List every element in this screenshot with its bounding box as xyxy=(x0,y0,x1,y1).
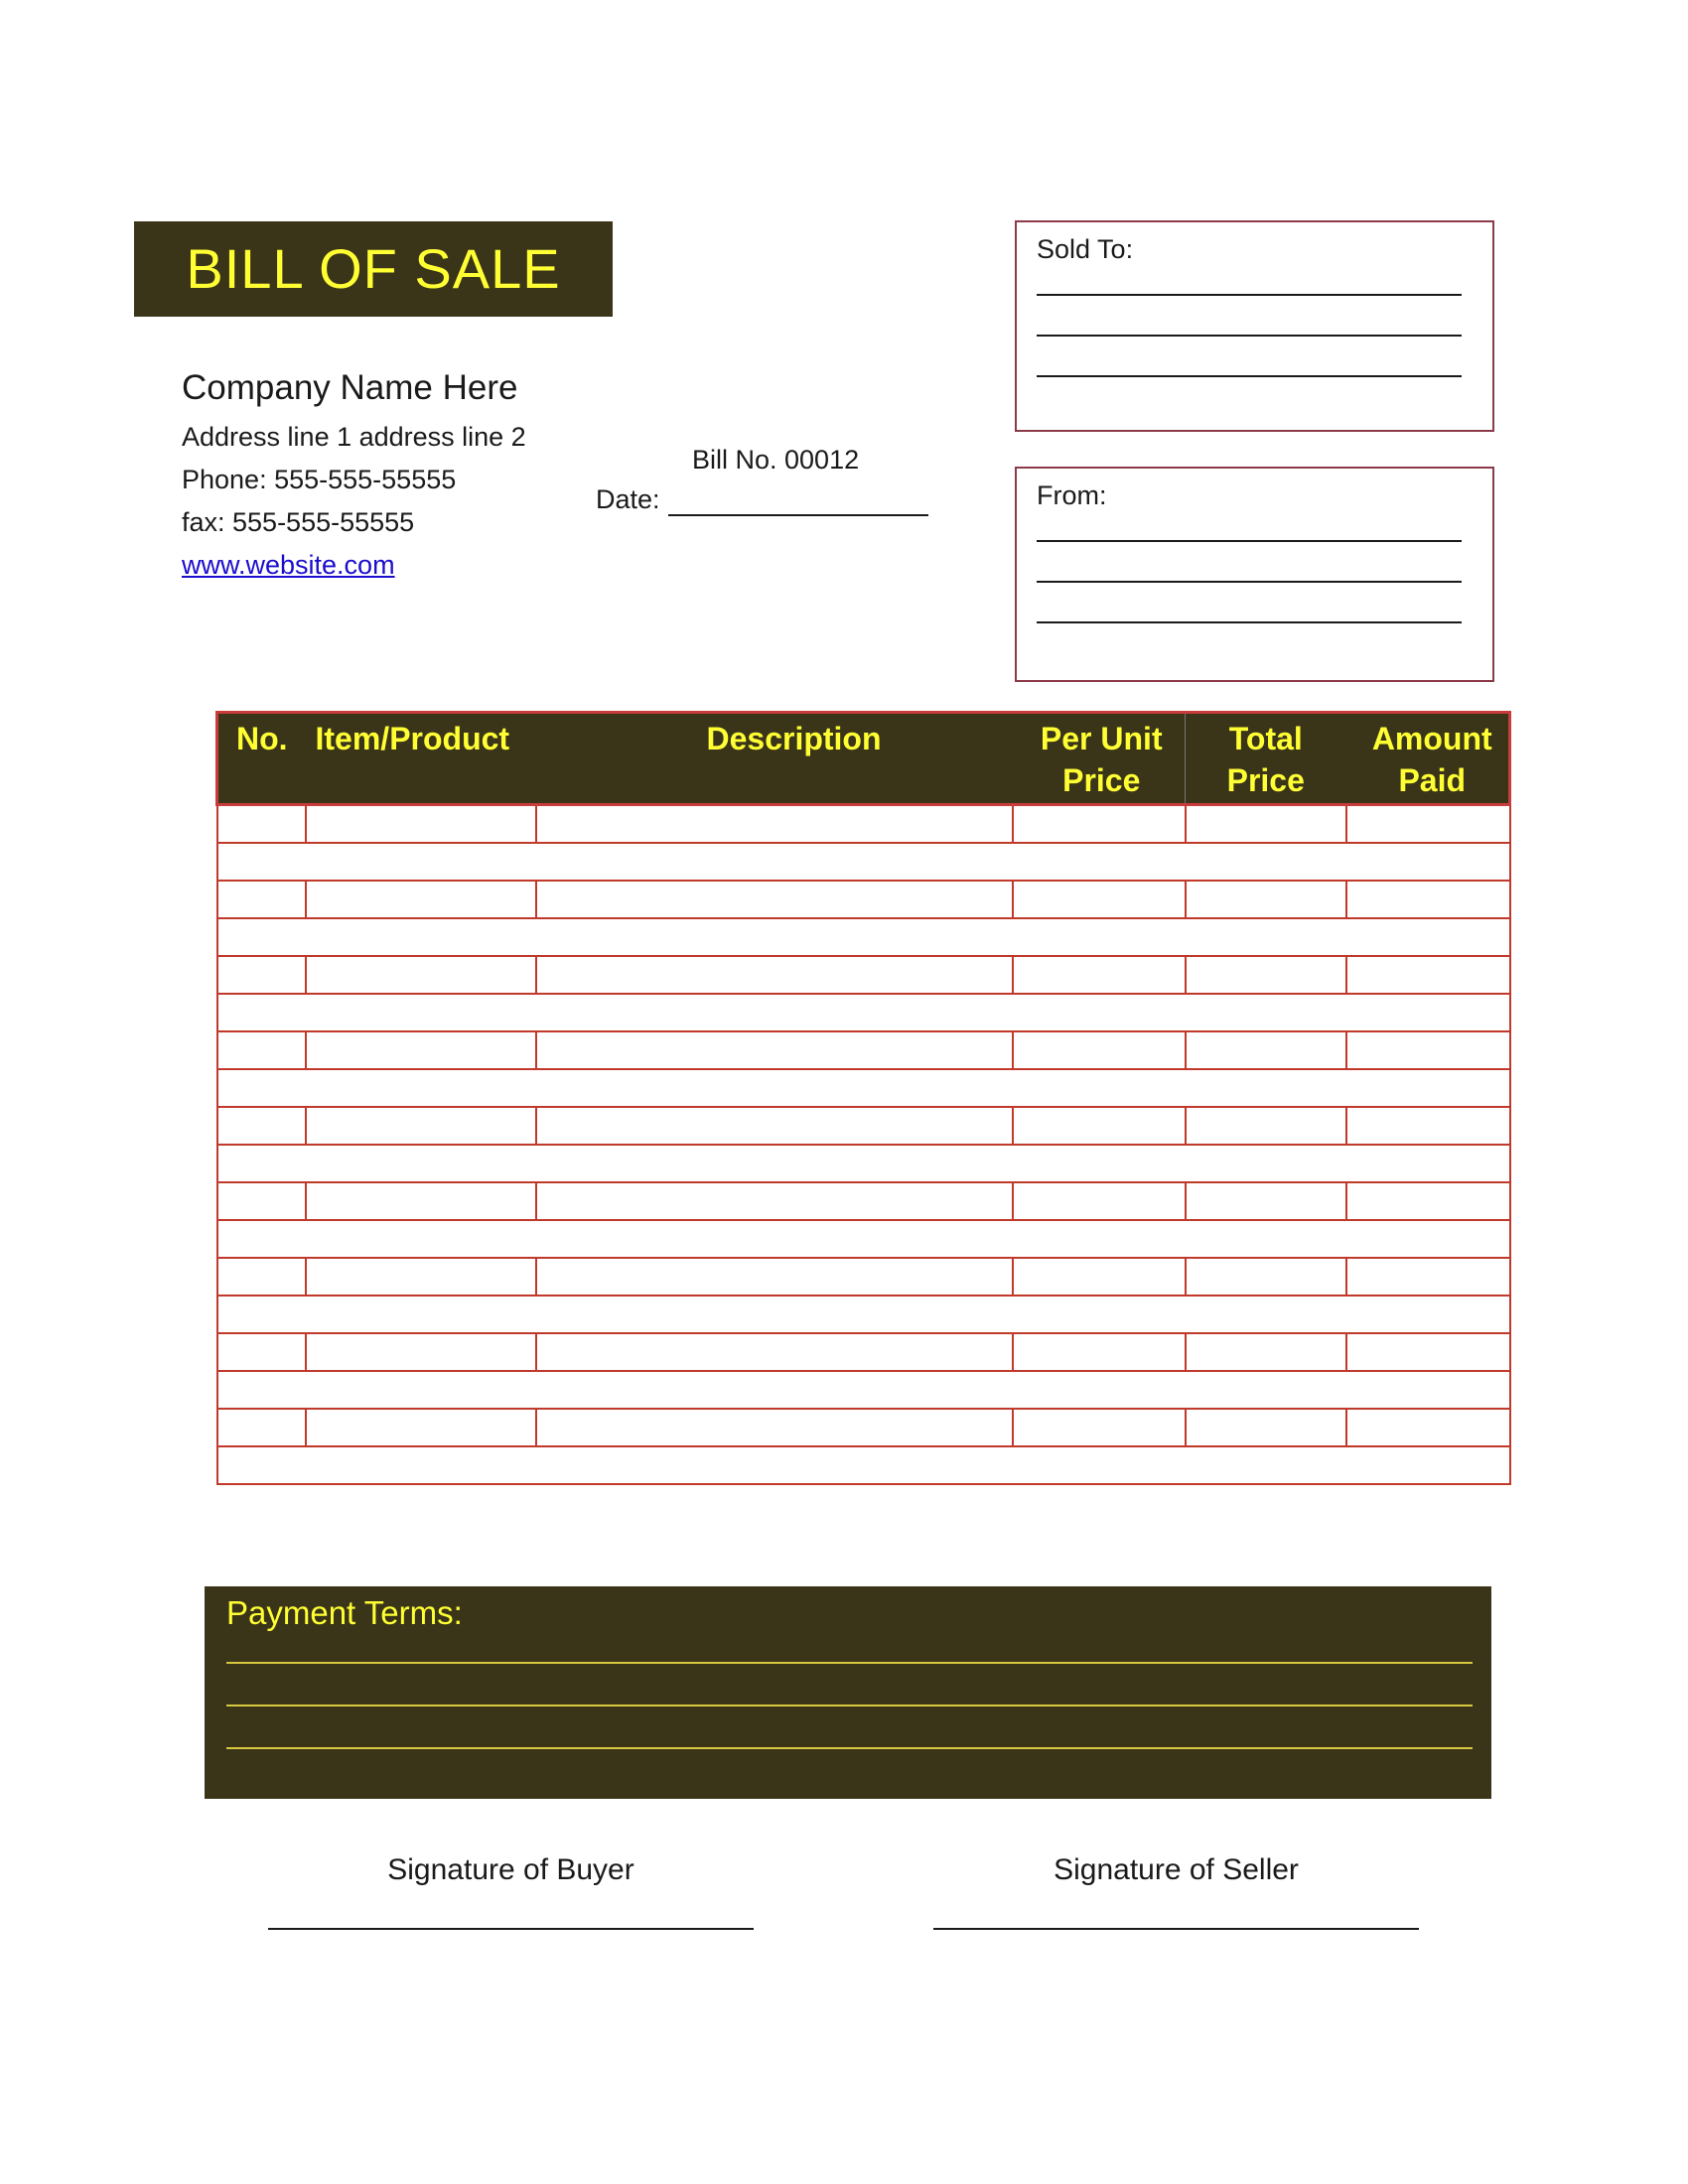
table-cell[interactable] xyxy=(217,1258,306,1296)
table-cell-full[interactable] xyxy=(217,1220,1510,1258)
table-cell[interactable] xyxy=(1186,881,1346,918)
table-cell[interactable] xyxy=(217,881,306,918)
table-cell[interactable] xyxy=(1013,1333,1186,1371)
header-per-unit-line1: Per Unit xyxy=(1040,721,1163,756)
table-row xyxy=(217,1031,1510,1069)
table-row xyxy=(217,1182,1510,1220)
table-cell[interactable] xyxy=(1186,1031,1346,1069)
table-header-row xyxy=(217,713,1510,805)
table-cell[interactable] xyxy=(1186,956,1346,994)
table-cell[interactable] xyxy=(1186,1258,1346,1296)
header-description: Description xyxy=(536,713,1013,805)
table-cell-full[interactable] xyxy=(217,1446,1510,1484)
table-cell[interactable] xyxy=(306,1258,536,1296)
table-row xyxy=(217,1107,1510,1145)
table-cell[interactable] xyxy=(217,1031,306,1069)
table-cell-full[interactable] xyxy=(217,1145,1510,1182)
table-cell[interactable] xyxy=(217,1409,306,1446)
header-total-line1: Total xyxy=(1228,721,1303,756)
table-cell[interactable] xyxy=(217,805,306,844)
table-row-full xyxy=(217,994,1510,1031)
table-cell-full[interactable] xyxy=(217,994,1510,1031)
table-row xyxy=(217,881,1510,918)
table-cell[interactable] xyxy=(536,1107,1013,1145)
table-cell[interactable] xyxy=(217,1107,306,1145)
header-total-price xyxy=(1186,713,1346,805)
from-line[interactable] xyxy=(1037,540,1462,542)
table-cell[interactable] xyxy=(1186,1107,1346,1145)
payment-terms-box xyxy=(205,1586,1491,1799)
table-row-full xyxy=(217,1371,1510,1409)
table-row xyxy=(217,1258,1510,1296)
table-cell[interactable] xyxy=(1186,1182,1346,1220)
table-cell[interactable] xyxy=(1346,956,1510,994)
table-row xyxy=(217,1333,1510,1371)
table-cell[interactable] xyxy=(536,1031,1013,1069)
from-line[interactable] xyxy=(1037,581,1462,583)
table-cell[interactable] xyxy=(1346,1409,1510,1446)
table-cell[interactable] xyxy=(536,1258,1013,1296)
table-cell[interactable] xyxy=(1346,1182,1510,1220)
table-cell[interactable] xyxy=(306,1409,536,1446)
items-table xyxy=(215,711,1511,1485)
seller-signature-line[interactable] xyxy=(933,1928,1419,1930)
table-cell[interactable] xyxy=(1346,881,1510,918)
table-row-full xyxy=(217,1069,1510,1107)
header-total-line2: Price xyxy=(1226,762,1305,798)
from-line[interactable] xyxy=(1037,621,1462,623)
sold-to-box xyxy=(1015,220,1494,432)
table-cell[interactable] xyxy=(306,805,536,844)
company-website-link[interactable]: www.website.com xyxy=(182,550,395,580)
table-cell[interactable] xyxy=(1013,1107,1186,1145)
buyer-signature-line[interactable] xyxy=(268,1928,754,1930)
table-cell[interactable] xyxy=(1013,881,1186,918)
document-title: BILL OF SALE xyxy=(186,237,561,300)
company-fax: fax: 555-555-55555 xyxy=(182,507,415,537)
table-cell[interactable] xyxy=(1186,805,1346,844)
table-cell[interactable] xyxy=(306,1107,536,1145)
table-cell[interactable] xyxy=(1346,1031,1510,1069)
header-item: Item/Product xyxy=(306,713,536,805)
table-row-full xyxy=(217,1296,1510,1333)
table-cell[interactable] xyxy=(536,881,1013,918)
payment-terms-line[interactable] xyxy=(226,1747,1473,1749)
sold-to-label: Sold To: xyxy=(1037,234,1134,264)
table-cell[interactable] xyxy=(306,1031,536,1069)
items-table-body xyxy=(217,805,1510,1485)
header-amount-line2: Paid xyxy=(1398,762,1467,798)
payment-terms-line[interactable] xyxy=(226,1662,1473,1664)
table-cell-full[interactable] xyxy=(217,918,1510,956)
table-cell[interactable] xyxy=(1186,1333,1346,1371)
sold-to-line[interactable] xyxy=(1037,294,1462,296)
table-cell[interactable] xyxy=(1013,1409,1186,1446)
buyer-signature-label: Signature of Buyer xyxy=(387,1853,634,1886)
header-amount-line1: Amount xyxy=(1371,721,1492,756)
table-cell[interactable] xyxy=(306,881,536,918)
bill-number: Bill No. 00012 xyxy=(692,445,860,475)
table-cell[interactable] xyxy=(1346,805,1510,844)
table-row-full xyxy=(217,843,1510,881)
table-cell[interactable] xyxy=(1346,1333,1510,1371)
table-cell-full[interactable] xyxy=(217,1069,1510,1107)
from-label: From: xyxy=(1037,480,1107,510)
table-row-full xyxy=(217,1145,1510,1182)
table-cell[interactable] xyxy=(306,1333,536,1371)
payment-terms-label: Payment Terms: xyxy=(226,1594,463,1631)
header-per-unit-price xyxy=(1013,713,1186,805)
table-row-full xyxy=(217,1220,1510,1258)
company-address: Address line 1 address line 2 xyxy=(182,422,526,452)
from-box xyxy=(1015,467,1494,682)
header-no: No. xyxy=(217,713,306,805)
table-cell-full[interactable] xyxy=(217,843,1510,881)
table-cell-full[interactable] xyxy=(217,1296,1510,1333)
table-cell[interactable] xyxy=(217,1333,306,1371)
table-cell[interactable] xyxy=(1013,805,1186,844)
table-cell[interactable] xyxy=(306,1182,536,1220)
seller-signature-label: Signature of Seller xyxy=(1054,1853,1299,1886)
table-cell[interactable] xyxy=(536,1182,1013,1220)
table-cell[interactable] xyxy=(1346,1107,1510,1145)
table-cell[interactable] xyxy=(536,956,1013,994)
title-banner xyxy=(134,221,613,317)
company-phone: Phone: 555-555-55555 xyxy=(182,465,457,494)
table-cell[interactable] xyxy=(306,956,536,994)
table-row xyxy=(217,956,1510,994)
company-name: Company Name Here xyxy=(182,368,518,407)
table-cell[interactable] xyxy=(1013,1031,1186,1069)
date-field xyxy=(596,482,928,516)
table-cell[interactable] xyxy=(1013,1258,1186,1296)
table-cell[interactable] xyxy=(1013,1182,1186,1220)
table-cell[interactable] xyxy=(536,805,1013,844)
sold-to-line[interactable] xyxy=(1037,335,1462,337)
header-per-unit-line2: Price xyxy=(1062,762,1141,798)
table-cell-full[interactable] xyxy=(217,1371,1510,1409)
table-row xyxy=(217,1409,1510,1446)
date-label: Date: xyxy=(596,484,660,514)
table-cell[interactable] xyxy=(1186,1409,1346,1446)
table-row-full xyxy=(217,918,1510,956)
payment-terms-line[interactable] xyxy=(226,1705,1473,1706)
table-cell[interactable] xyxy=(217,1182,306,1220)
table-cell[interactable] xyxy=(1346,1258,1510,1296)
table-cell[interactable] xyxy=(217,956,306,994)
sold-to-line[interactable] xyxy=(1037,375,1462,377)
date-input-line[interactable] xyxy=(668,486,928,516)
table-cell[interactable] xyxy=(1013,956,1186,994)
header-amount-paid xyxy=(1346,713,1510,805)
table-cell[interactable] xyxy=(536,1333,1013,1371)
table-cell[interactable] xyxy=(536,1409,1013,1446)
table-row xyxy=(217,805,1510,844)
table-row-full xyxy=(217,1446,1510,1484)
